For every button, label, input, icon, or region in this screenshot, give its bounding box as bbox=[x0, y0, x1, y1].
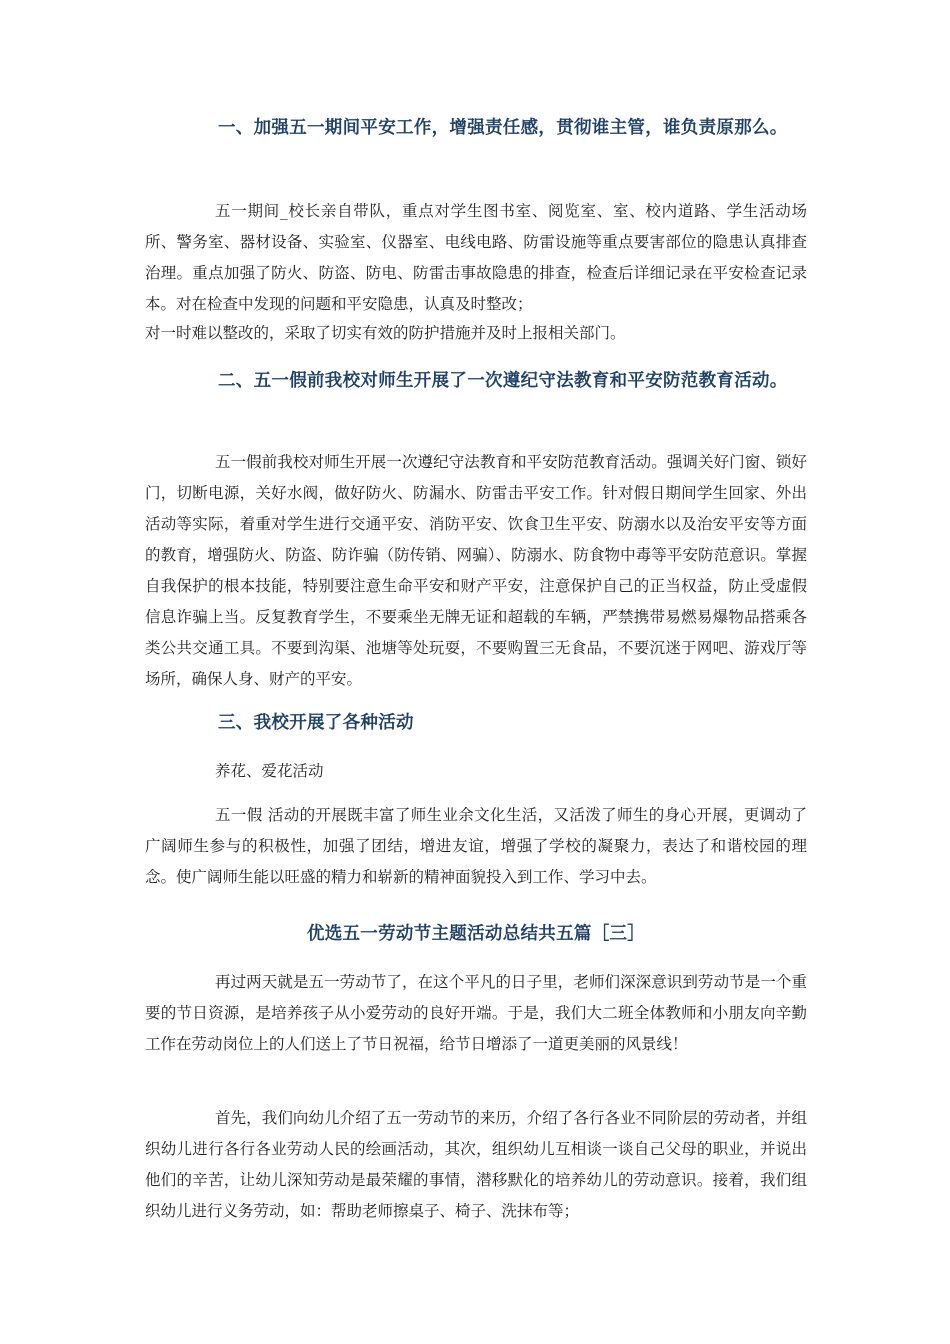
section-3-paragraph-2: 五一假 活动的开展既丰富了师生业余文化生活，又活泼了师生的身心开展，更调动了广阔师生参与的积极性，加强了团结，增进友谊，增强了学校的凝聚力，表达了和谐校园的理念。使广阔师生能以旺盛的精力和崭新的精神面貌投入到工作、学习中去。 bbox=[145, 806, 807, 886]
article-paragraph-1: 再过两天就是五一劳动节了，在这个平凡的日子里，老师们深深意识到劳动节是一个重要的节日资源，是培养孩子从小爱劳动的良好开端。于是，我们大二班全体教师和小朋友向辛勤工作在劳动岗位上的人们送上了节日祝福，给节日增添了一道更美丽的风景线！ bbox=[145, 973, 807, 1053]
section-2-heading: 二、五一假前我校对师生开展了一次遵纪守法教育和平安防范教育活动。 bbox=[218, 371, 788, 391]
article-paragraph-2: 首先，我们向幼儿介绍了五一劳动节的来历，介绍了各行各业不同阶层的劳动者，并组织幼儿进行各行各业劳动人民的绘画活动，其次，组织幼儿互相谈一谈自己父母的职业，并说出他们的辛苦，让幼儿深知劳动是最荣耀的事情，潜移默化的培养幼儿的劳动意识。接着，我们组织幼儿进行义务劳动，如：帮助老师擦桌子、椅子、洗抹布等； bbox=[145, 1109, 807, 1220]
section-1-paragraph-1: 五一期间_校长亲自带队，重点对学生图书室、阅览室、室、校内道路、学生活动场所、警务室、器材设备、实验室、仪器室、电线电路、防雷设施等重点要害部位的隐患认真排查治理。重点加强了防火、防盗、防电、防雷击事故隐患的排查，检查后详细记录在平安检查记录本。对在检查中发现的问题和平安隐患，认真及时整改； bbox=[145, 202, 807, 313]
section-2-paragraph-1: 五一假前我校对师生开展一次遵纪守法教育和平安防范教育活动。强调关好门窗、锁好门，切断电源，关好水阀，做好防火、防漏水、防雷击平安工作。针对假日期间学生回家、外出活动等实际，着重对学生进行交通平安、消防平安、饮食卫生平安、防溺水以及治安平安等方面的教育，增强防火、防盗、防诈骗（防传销、网骗）、防溺水、防食物中毒等平安防范意识。掌握自我保护的根本技能，特别要注意生命平安和财产平安，注意保护自己的正当权益，防止受虚假信息诈骗上当。反复教育学生，不要乘坐无牌无证和超载的车辆，严禁携带易燃易爆物品搭乘各类公共交通工具。不要到沟渠、池塘等处玩耍，不要购置三无食品，不要沉迷于网吧、游戏厅等场所，确保人身、财产的平安。 bbox=[145, 453, 807, 688]
section-1-paragraph-2: 对一时难以整改的，采取了切实有效的防护措施并及时上报相关部门。 bbox=[145, 324, 626, 342]
section-1-heading: 一、加强五一期间平安工作，增强责任感，贯彻谁主管，谁负责原那么。 bbox=[218, 118, 788, 138]
article-title: 优选五一劳动节主题活动总结共五篇［三］ bbox=[306, 924, 646, 944]
section-3-paragraph-1: 养花、爱花活动 bbox=[215, 762, 324, 780]
section-3-heading: 三、我校开展了各种活动 bbox=[218, 713, 414, 733]
